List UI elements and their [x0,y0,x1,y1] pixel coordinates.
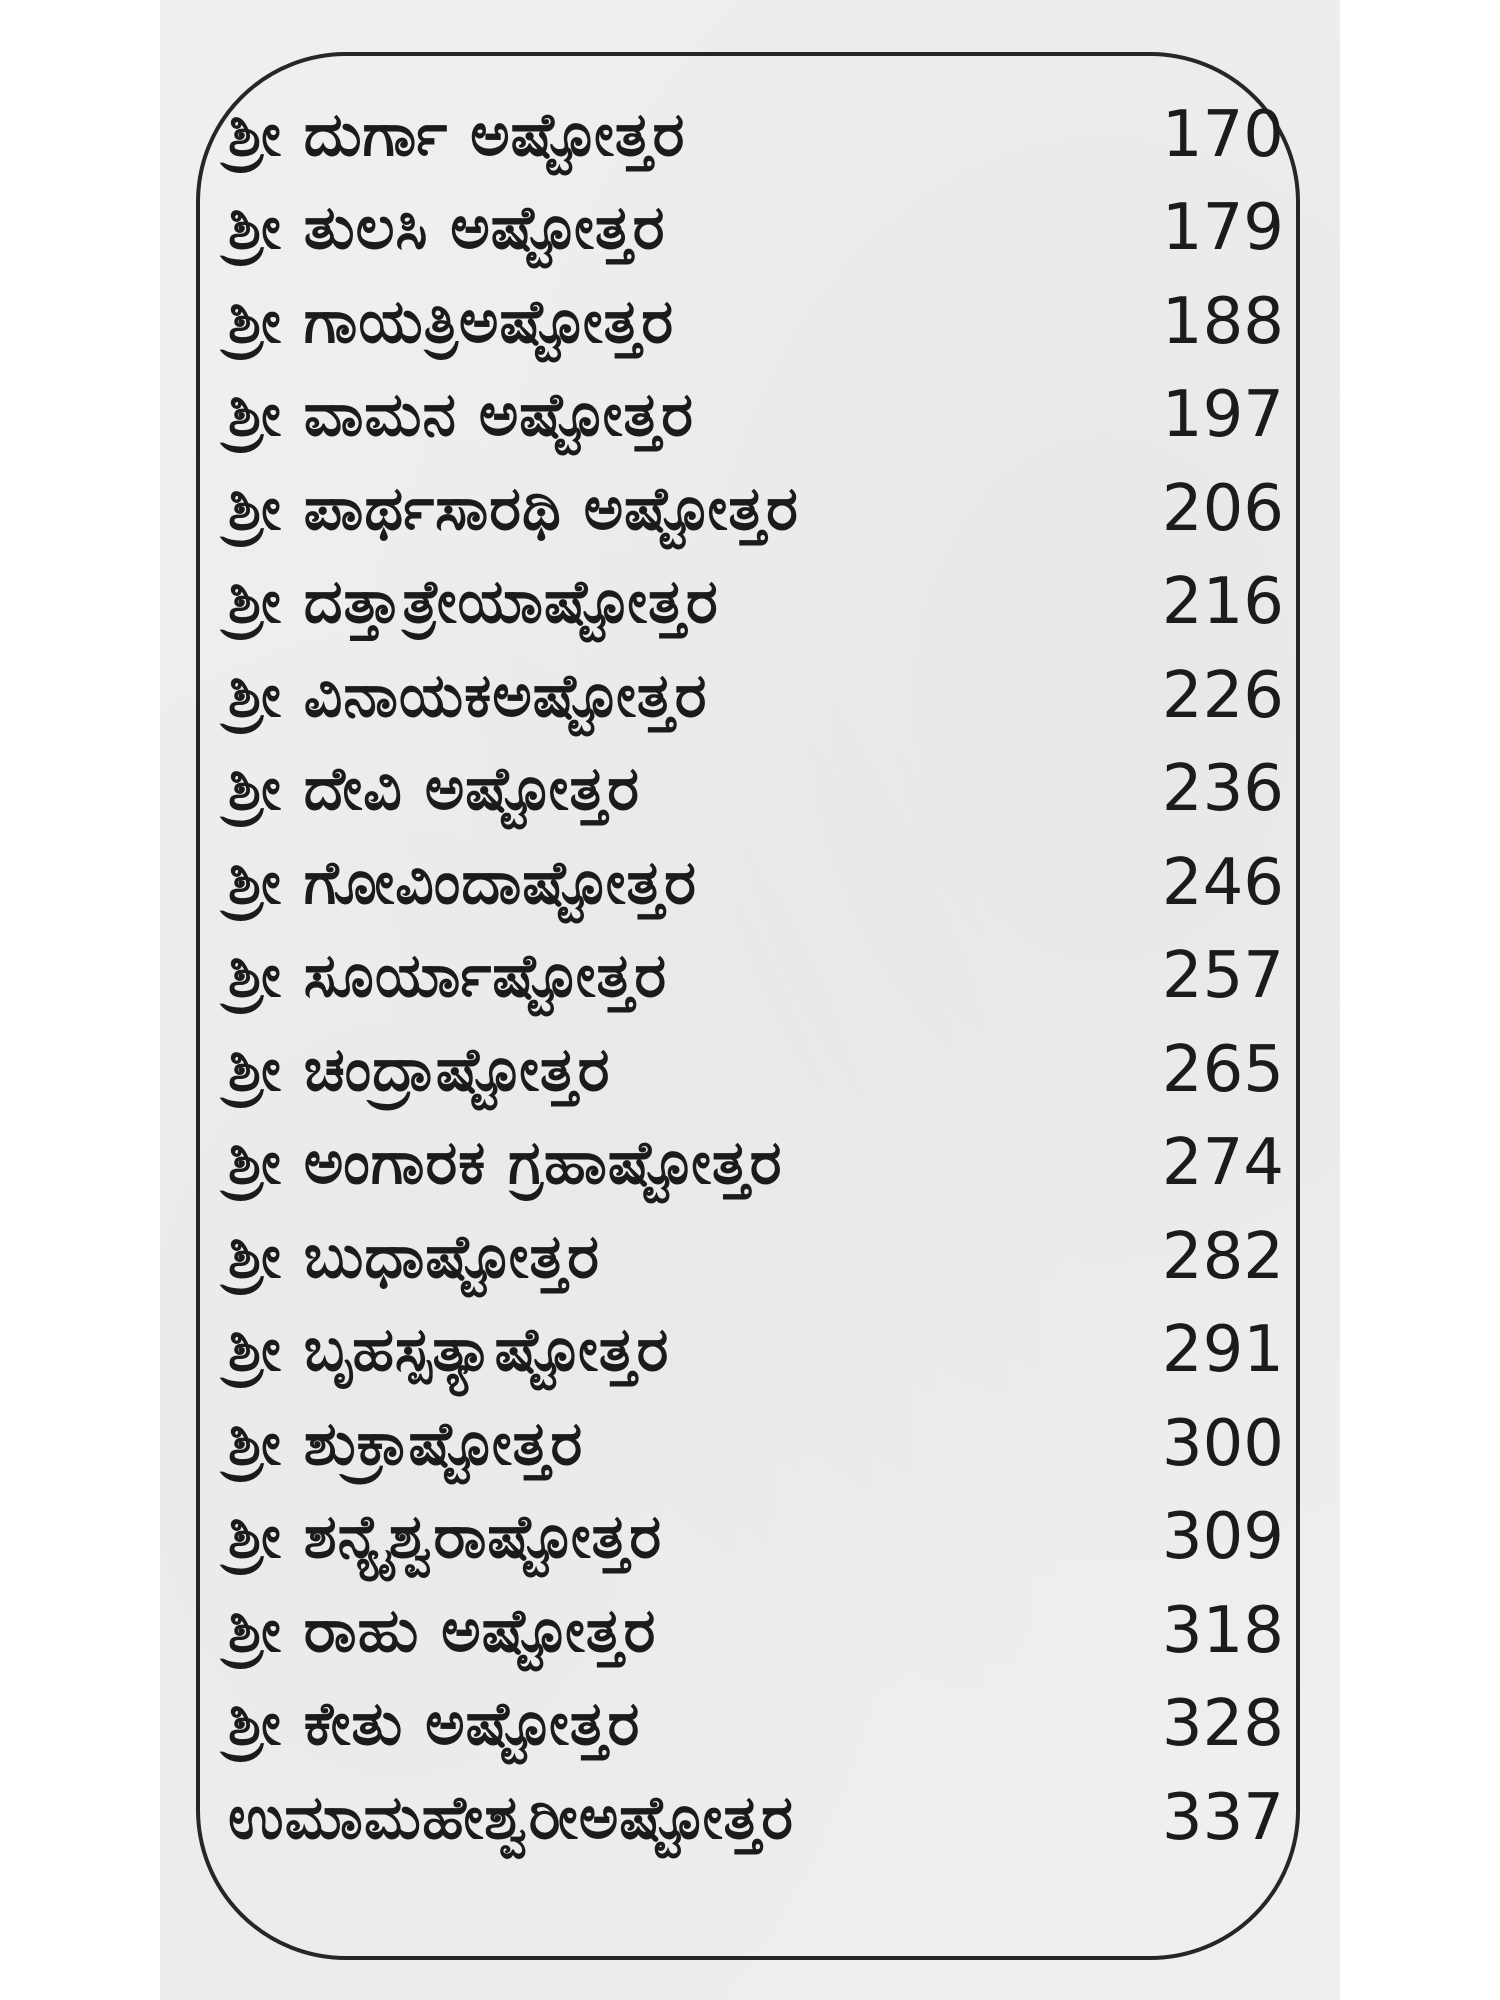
toc-entry-title: ಶ್ರೀ ಅಂಗಾರಕ ಗ್ರಹಾಷ್ಟೋತ್ತರ [228,1128,783,1199]
toc-entry [228,182,1284,276]
toc-entry [228,369,1284,463]
toc-entry [228,1023,1284,1117]
toc-entry-page: 337 [1161,1780,1284,1855]
toc-entry [228,462,1284,556]
toc-entry [228,1397,1284,1491]
toc-entry [228,275,1284,369]
toc-entry-page: 197 [1161,378,1284,453]
toc-entry [228,1771,1284,1865]
toc-entry-page: 170 [1161,97,1284,172]
toc-entry-page: 274 [1161,1126,1284,1201]
toc-entry [228,1491,1284,1585]
toc-entry-title: ಶ್ರೀ ಬೃಹಸ್ಪತ್ಯಾಷ್ಟೋತ್ತರ [228,1315,670,1386]
toc-entry [228,1584,1284,1678]
table-of-contents [228,88,1284,1865]
toc-entry-page: 226 [1161,658,1284,733]
toc-entry-title: ಶ್ರೀ ಶನ್ಯೈಶ್ವರಾಷ್ಟೋತ್ತರ [228,1502,663,1573]
toc-entry-page: 216 [1161,565,1284,640]
toc-entry-page: 236 [1161,752,1284,827]
toc-entry [228,1678,1284,1772]
toc-entry-page: 206 [1161,471,1284,546]
toc-entry [228,836,1284,930]
toc-entry-title: ಶ್ರೀ ದೇವಿ ಅಷ್ಟೋತ್ತರ [228,754,640,825]
toc-entry-title: ಶ್ರೀ ಗಾಯತ್ರಿಅಷ್ಟೋತ್ತರ [228,286,675,357]
toc-entry-page: 300 [1161,1406,1284,1481]
toc-entry [228,556,1284,650]
toc-entry-title: ಶ್ರೀ ದುರ್ಗಾ ಅಷ್ಟೋತ್ತರ [228,99,686,170]
toc-entry-title: ಶ್ರೀ ಸೂರ್ಯಾಷ್ಟೋತ್ತರ [228,941,668,1012]
toc-entry-page: 188 [1161,284,1284,359]
toc-entry-title: ಶ್ರೀ ತುಲಸಿ ಅಷ್ಟೋತ್ತರ [228,193,666,264]
toc-entry [228,1304,1284,1398]
toc-entry-page: 318 [1161,1593,1284,1668]
toc-entry-page: 291 [1161,1313,1284,1388]
toc-entry-page: 282 [1161,1219,1284,1294]
toc-entry-page: 265 [1161,1032,1284,1107]
toc-entry-title: ಶ್ರೀ ಚಂದ್ರಾಷ್ಟೋತ್ತರ [228,1034,611,1105]
toc-entry [228,88,1284,182]
toc-entry-title: ಉಮಾಮಹೇಶ್ವರೀಅಷ್ಟೋತ್ತರ [228,1782,794,1853]
toc-entry-title: ಶ್ರೀ ದತ್ತಾತ್ರೇಯಾಷ್ಟೋತ್ತರ [228,567,719,638]
toc-entry-page: 309 [1161,1500,1284,1575]
toc-entry-title: ಶ್ರೀ ಗೋವಿಂದಾಷ್ಟೋತ್ತರ [228,847,698,918]
toc-entry-page: 328 [1161,1687,1284,1762]
toc-entry-title: ಶ್ರೀ ಪಾರ್ಥಸಾರಥಿ ಅಷ್ಟೋತ್ತರ [228,473,799,544]
toc-entry-title: ಶ್ರೀ ಬುಧಾಷ್ಟೋತ್ತರ [228,1221,601,1292]
toc-entry-title: ಶ್ರೀ ಶುಕ್ರಾಷ್ಟೋತ್ತರ [228,1408,584,1479]
toc-entry [228,649,1284,743]
toc-entry [228,1210,1284,1304]
toc-entry-title: ಶ್ರೀ ರಾಹು ಅಷ್ಟೋತ್ತರ [228,1595,657,1666]
toc-entry-title: ಶ್ರೀ ವಾಮನ ಅಷ್ಟೋತ್ತರ [228,380,694,451]
toc-entry-page: 257 [1161,939,1284,1014]
toc-entry [228,930,1284,1024]
toc-entry-page: 246 [1161,845,1284,920]
toc-entry-title: ಶ್ರೀ ವಿನಾಯಕಅಷ್ಟೋತ್ತರ [228,660,708,731]
toc-entry-title: ಶ್ರೀ ಕೇತು ಅಷ್ಟೋತ್ತರ [228,1689,641,1760]
toc-entry [228,743,1284,837]
toc-entry [228,1117,1284,1211]
toc-entry-page: 179 [1161,191,1284,266]
